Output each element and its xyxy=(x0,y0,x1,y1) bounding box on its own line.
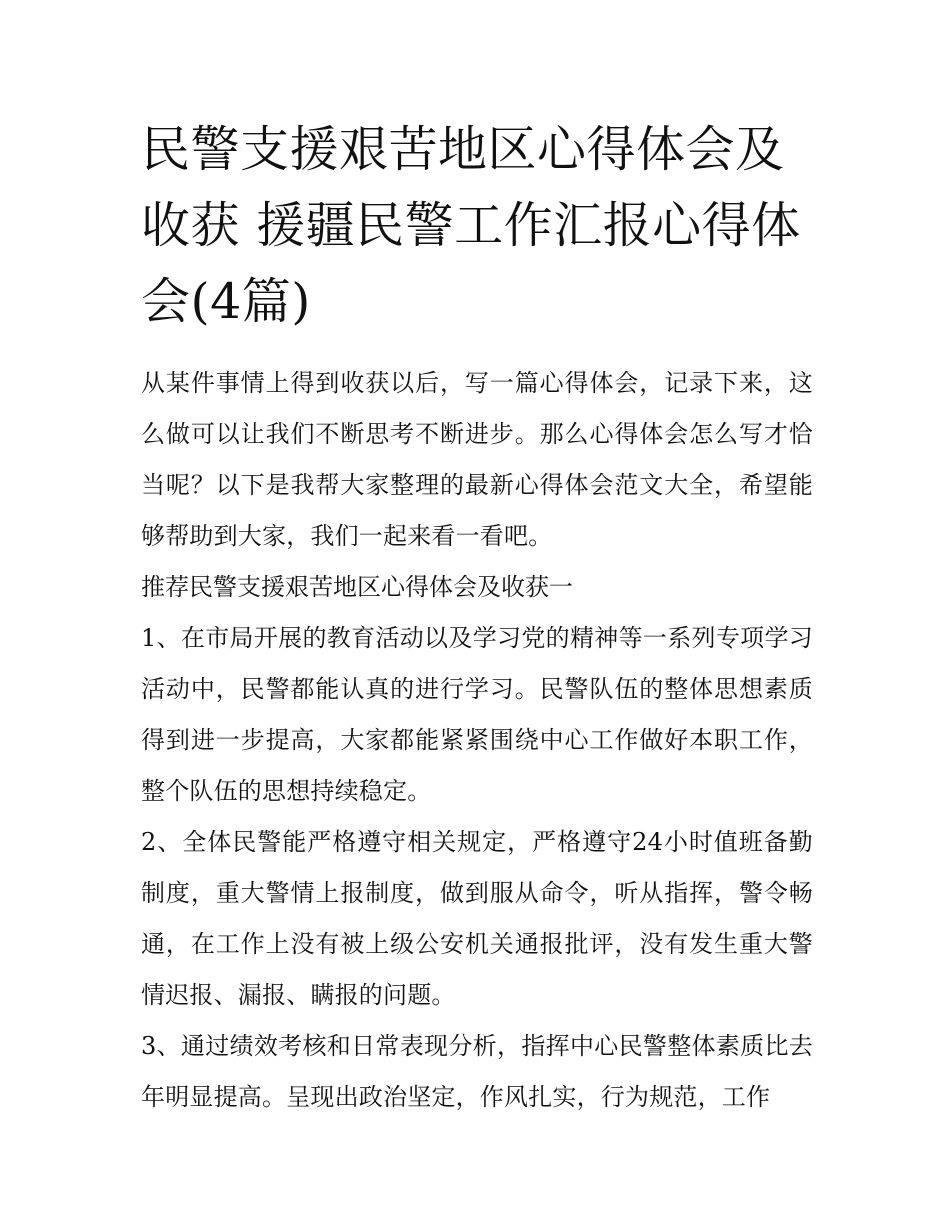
document-page xyxy=(141,112,813,1123)
intro-paragraph: 从某件事情上得到收获以后，写一篇心得体会，记录下来，这么做可以让我们不断思考不断进步。那么心得体会怎么写才恰当呢？以下是我帮大家整理的最新心得体会范文大全，希望能够帮助到大家，我们一起来看一看吧。 xyxy=(141,369,813,550)
paragraph-1: 1、在市局开展的教育活动以及学习党的精神等一系列专项学习活动中，民警都能认真的进行学习。民警队伍的整体思想素质得到进一步提高，大家都能紧紧围绕中心工作做好本职工作，整个队伍的思想持续稳定。 xyxy=(141,624,813,805)
section-heading: 推荐民警支援艰苦地区心得体会及收获一 xyxy=(141,573,573,601)
paragraph-3: 3、通过绩效考核和日常表现分析，指挥中心民警整体素质比去年明显提高。呈现出政治坚定，作风扎实，行为规范，工作 xyxy=(141,1032,813,1111)
document-title: 民警支援艰苦地区心得体会及收获 援疆民警工作汇报心得体会(4篇) xyxy=(141,121,801,330)
paragraph-2: 2、全体民警能严格遵守相关规定，严格遵守24小时值班备勤制度，重大警情上报制度，做到服从命令，听从指挥，警令畅通，在工作上没有被上级公安机关通报批评，没有发生重大警情迟报、漏报、瞒报的问题。 xyxy=(141,828,813,1009)
